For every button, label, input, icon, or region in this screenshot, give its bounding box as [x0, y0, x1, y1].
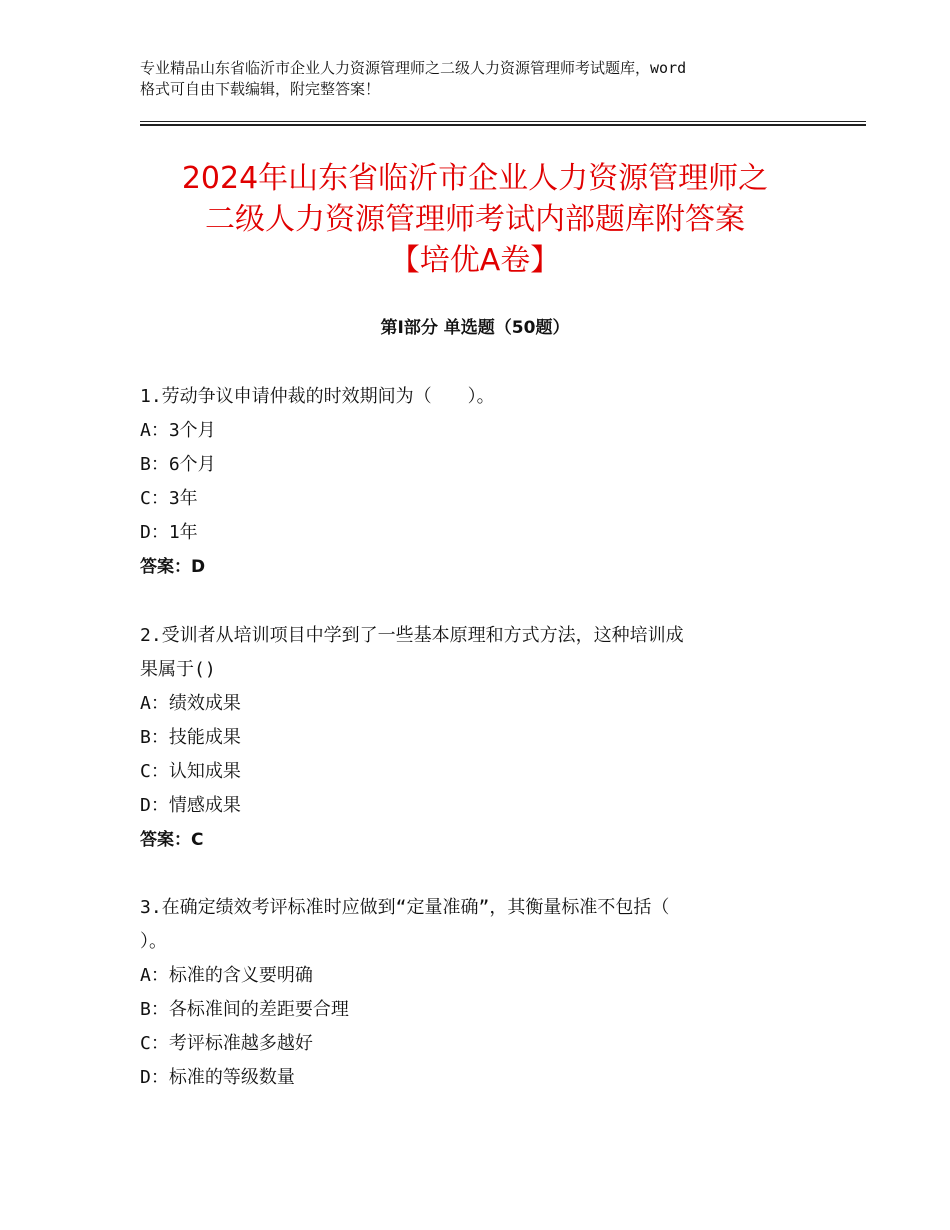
header-divider-thin	[140, 121, 866, 122]
question-1-stem: 1.劳动争议申请仲裁的时效期间为（ ）。	[140, 386, 495, 407]
question-3-option-c: C：考评标准越多越好	[140, 1033, 313, 1054]
header-note	[140, 58, 830, 100]
question-2-answer: 答案：C	[140, 830, 204, 850]
question-3-option-a: A：标准的含义要明确	[140, 965, 313, 986]
header-note-line-2: 格式可自由下载编辑，附完整答案！	[140, 80, 381, 98]
question-2	[140, 619, 820, 857]
question-1-option-a: A：3个月	[140, 420, 216, 441]
question-3-stem-line-1: 3.在确定绩效考评标准时应做到“定量准确”，其衡量标准不包括（	[140, 897, 670, 918]
question-1-option-d: D：1年	[140, 522, 198, 543]
header-divider-thick	[140, 124, 866, 126]
question-2-option-b: B：技能成果	[140, 727, 241, 748]
question-2-option-a: A：绩效成果	[140, 693, 241, 714]
section-title: 第Ⅰ部分 单选题（50题）	[380, 318, 570, 338]
document-title	[100, 158, 850, 281]
question-1	[140, 380, 820, 584]
question-2-option-c: C：认知成果	[140, 761, 241, 782]
document-title-line-3: 【培优A卷】	[389, 243, 561, 278]
question-2-stem-line-2: 果属于()	[140, 659, 216, 680]
question-3	[140, 891, 820, 1095]
document-title-line-1: 2024年山东省临沂市企业人力资源管理师之	[181, 161, 769, 196]
question-1-option-c: C：3年	[140, 488, 198, 509]
question-1-answer: 答案：D	[140, 557, 206, 577]
header-note-line-1: 专业精品山东省临沂市企业人力资源管理师之二级人力资源管理师考试题库，word	[140, 59, 687, 77]
question-1-option-b: B：6个月	[140, 454, 216, 475]
question-3-option-b: B：各标准间的差距要合理	[140, 999, 349, 1020]
question-3-option-d: D：标准的等级数量	[140, 1067, 295, 1088]
question-3-stem-line-2: ）。	[140, 931, 167, 952]
document-title-line-2: 二级人力资源管理师考试内部题库附答案	[205, 202, 745, 237]
question-2-stem-line-1: 2.受训者从培训项目中学到了一些基本原理和方式方法，这种培训成	[140, 625, 684, 646]
question-2-option-d: D：情感成果	[140, 795, 241, 816]
